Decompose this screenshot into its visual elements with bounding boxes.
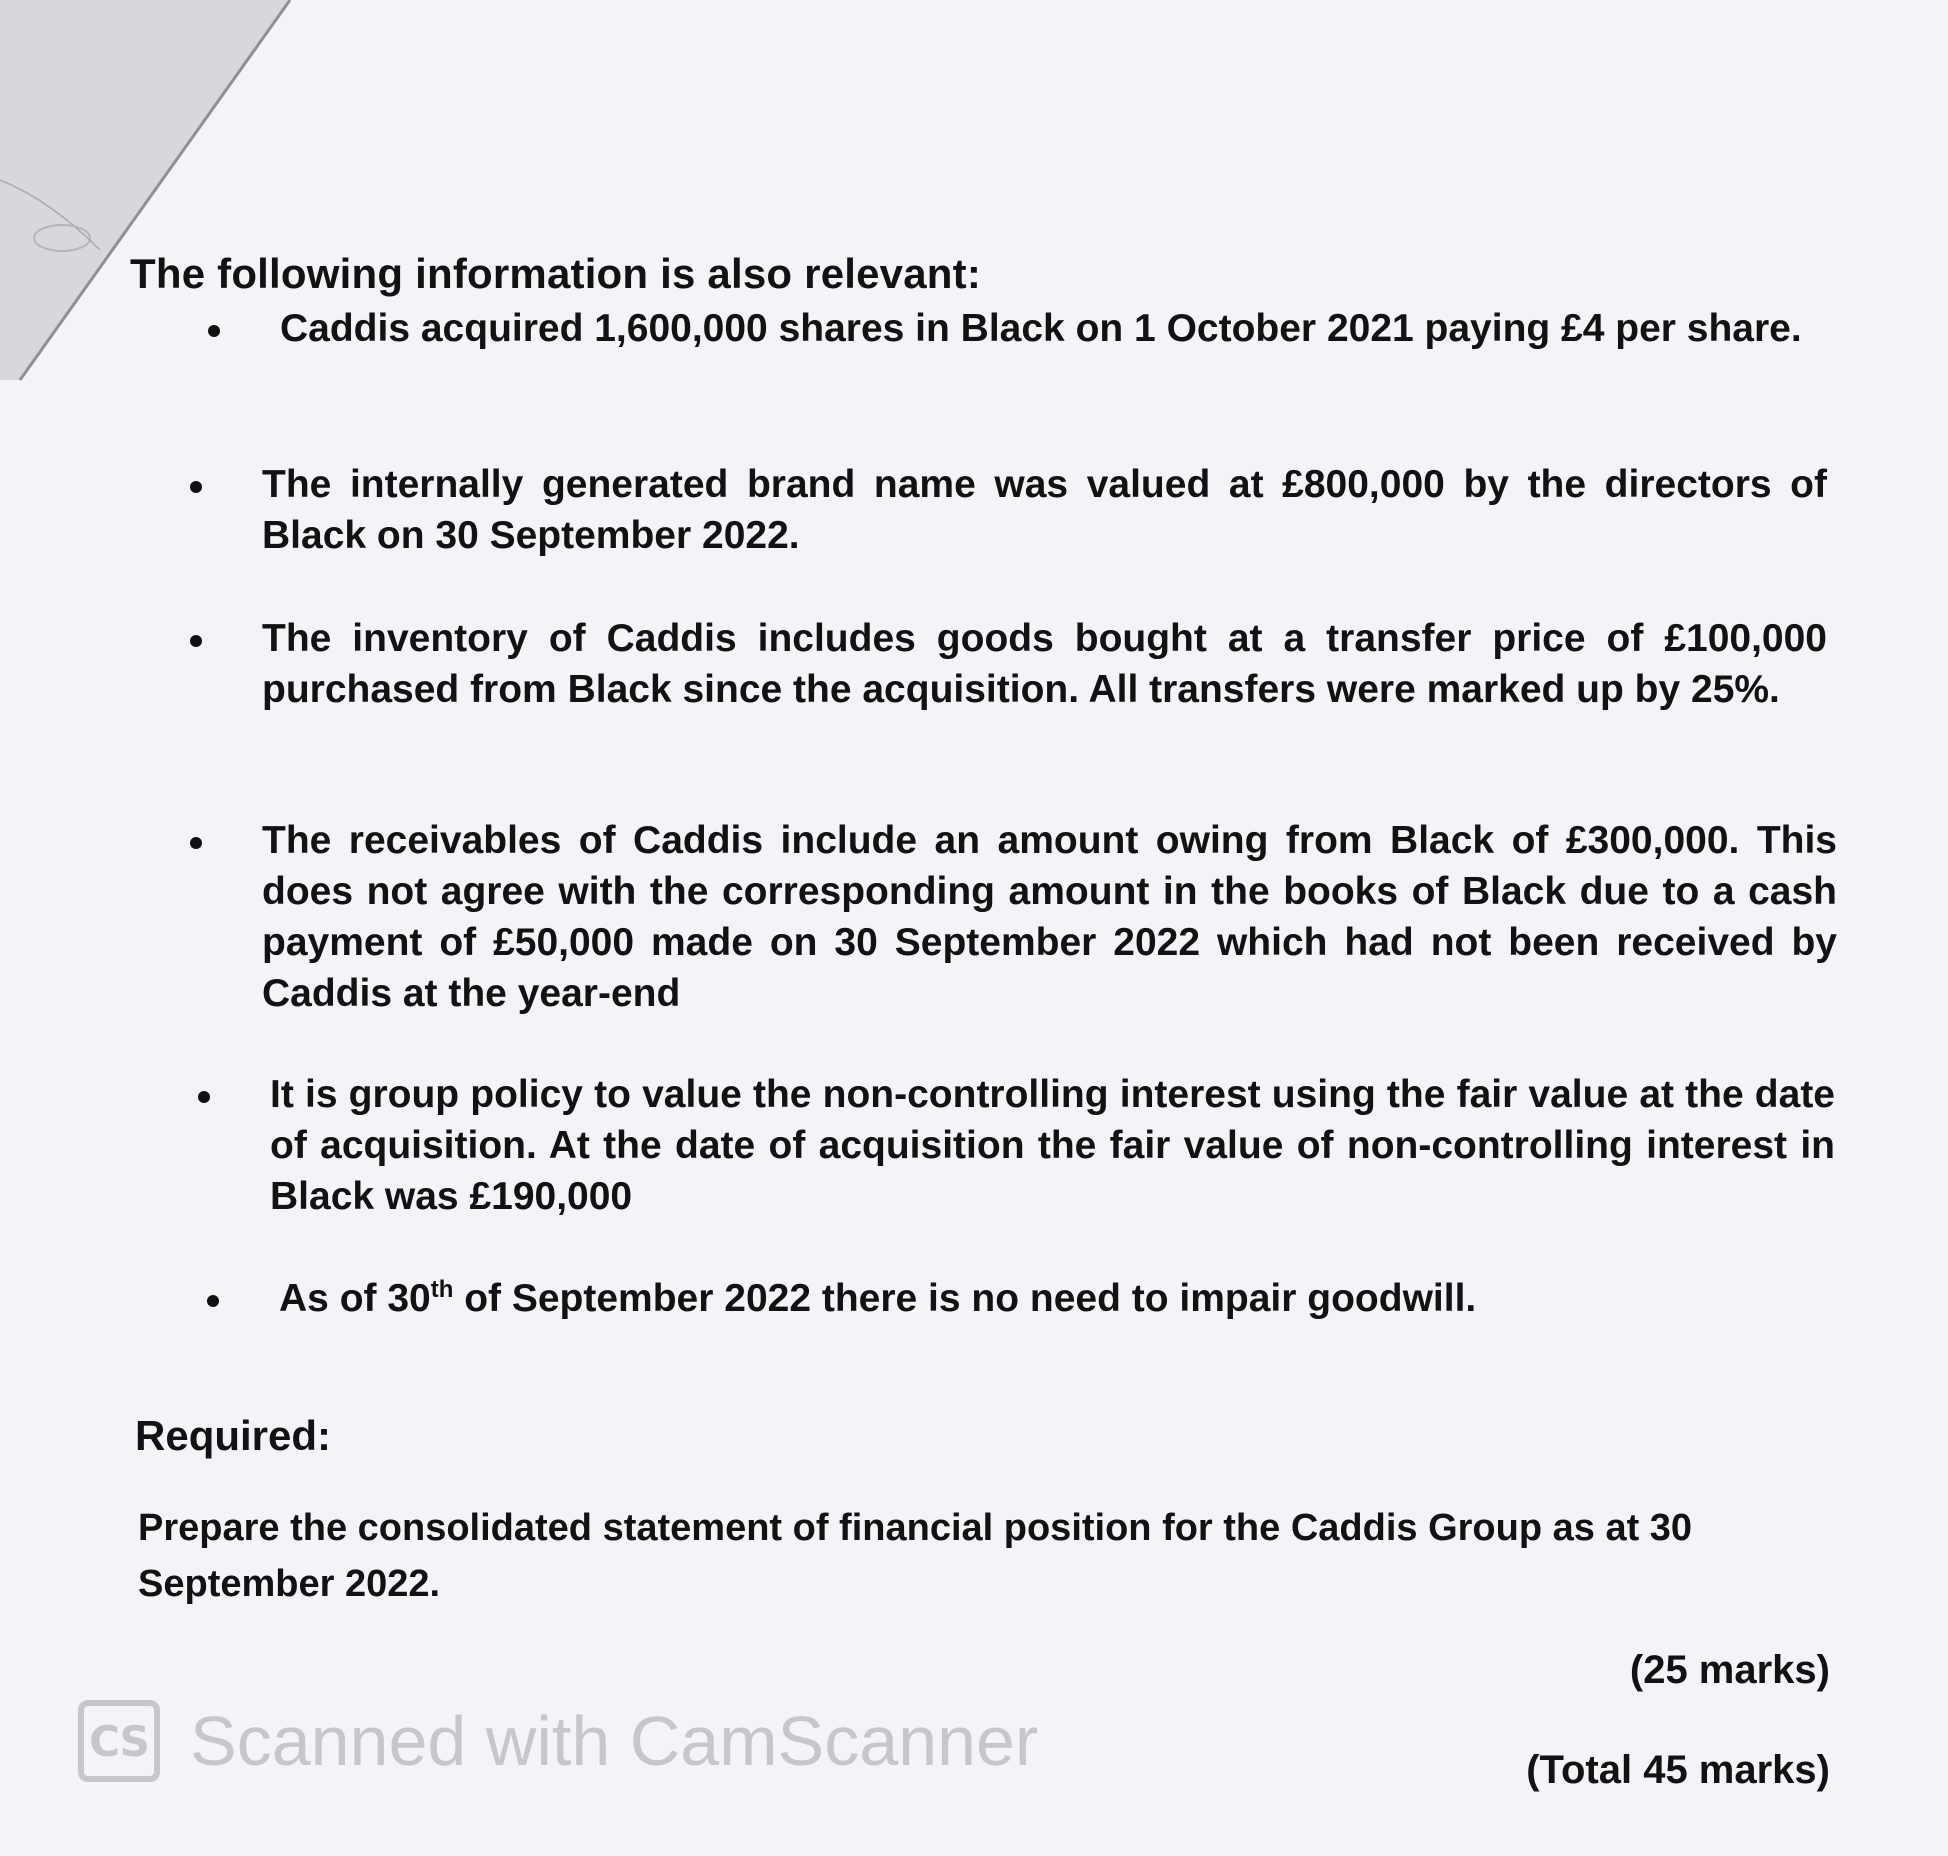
bullet-dot-icon xyxy=(208,325,220,337)
bullet-item-receivables xyxy=(190,815,1837,1019)
goodwill-prefix: As of 30 xyxy=(279,1277,431,1320)
bullet-text-brand: The internally generated brand name was valued at £800,000 by the directors of Black on 30 September 2022. xyxy=(262,463,1827,557)
bullet-dot-icon xyxy=(190,635,202,647)
bullet-item-goodwill xyxy=(207,1273,1799,1324)
bullet-dot-icon xyxy=(207,1295,219,1307)
total-marks-label: (Total 45 marks) xyxy=(1526,1748,1830,1792)
goodwill-suffix: of September 2022 there is no need to impair goodwill. xyxy=(453,1277,1477,1320)
required-label: Required: xyxy=(135,1412,332,1459)
bullet-dot-icon xyxy=(190,481,202,493)
bullet-text-acquisition: Caddis acquired 1,600,000 shares in Black on 1 October 2021 paying £4 per share. xyxy=(280,307,1802,350)
section-heading: The following information is also relevant: xyxy=(130,250,982,297)
watermark-text: Scanned with CamScanner xyxy=(190,1702,1039,1780)
camscanner-logo: CS xyxy=(78,1700,160,1782)
bullet-text-inventory: The inventory of Caddis includes goods bought at a transfer price of £100,000 purchased from Black since the acquisition. All transfers were marked up by 25%. xyxy=(262,617,1827,711)
bullet-item-brand xyxy=(190,459,1827,561)
camscanner-watermark xyxy=(78,1700,1038,1782)
instruction-text: Prepare the consolidated statement of financial position for the Caddis Group as at 30 September 2022. xyxy=(138,1507,1693,1605)
marks-label: (25 marks) xyxy=(1629,1648,1830,1692)
bullet-item-acquisition xyxy=(208,303,1840,354)
bullet-item-nci-policy xyxy=(198,1069,1835,1222)
bullet-dot-icon xyxy=(198,1091,210,1103)
bullet-text-nci-policy: It is group policy to value the non-controlling interest using the fair value at the date of acquisition. At the date of acquisition the fair value of non-controlling interest in Black was £190,000 xyxy=(270,1073,1835,1218)
bullet-dot-icon xyxy=(190,837,202,849)
bullet-item-inventory xyxy=(190,613,1827,715)
bullet-text-receivables: The receivables of Caddis include an amount owing from Black of £300,000. This does not agree with the corresponding amount in the books of Black due to a cash payment of £50,000 made on 30 September 2022 which had not been received by Caddis at the year-end xyxy=(262,819,1837,1015)
bullet-text-goodwill xyxy=(279,1273,1799,1324)
ordinal-superscript: th xyxy=(430,1276,454,1303)
